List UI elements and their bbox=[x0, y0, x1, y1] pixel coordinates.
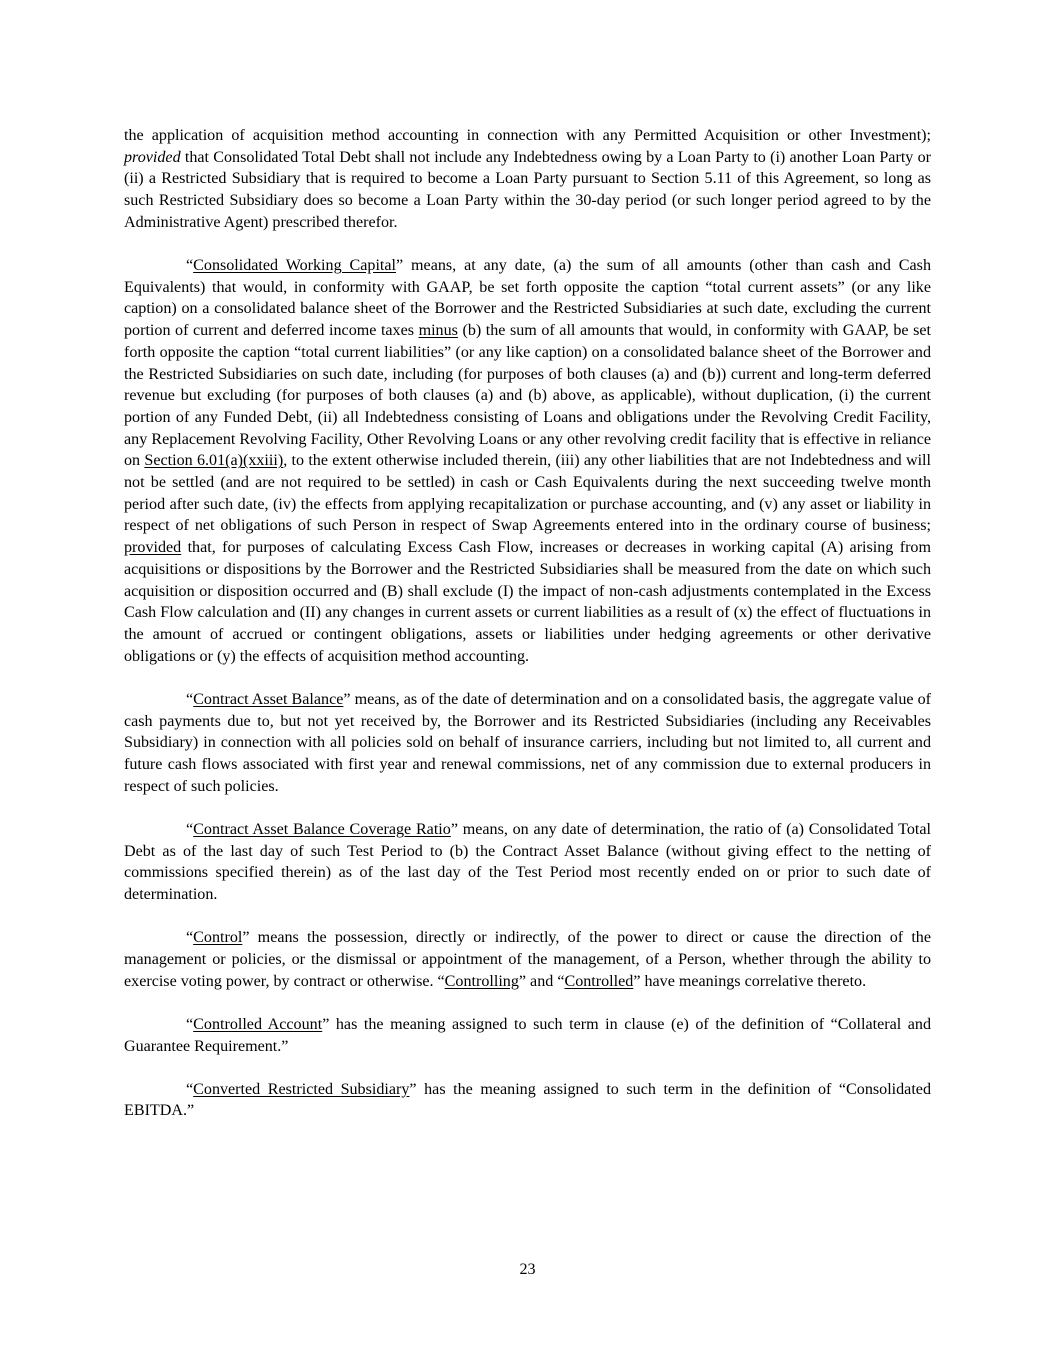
provided-underlined: provided bbox=[124, 539, 182, 557]
paragraph-consolidated-total-debt-continuation: the application of acquisition method accounting in connection with any Permitted Acquisition or other Investment); provided that Consolidated Total Debt shall not include any Indebtedness owing by a Loan Party to (i) another Loan Party or (ii) a Restricted Subsidiary that is required to become a Loan Party pursuant to Section 5.11 of this Agreement, so long as such Restricted Subsidiary does so become a Loan Party within the 30-day period (or such longer period agreed to by the Administrative Agent) prescribed therefor. bbox=[124, 127, 931, 231]
defined-term: Contract Asset Balance bbox=[193, 690, 344, 708]
definition-contract-asset-balance-coverage-ratio: “Contract Asset Balance Coverage Ratio” means, on any date of determination, the ratio of (a) Consolidated Total Debt as of the last day of such Test Period to (b) the Contract Asset Balance (without giving effect to the netting of commissions specified therein) as of the last day of the Test Period most recently ended on or prior to such date of determination. bbox=[124, 820, 931, 903]
definition-consolidated-working-capital: “Consolidated Working Capital” means, at any date, (a) the sum of all amounts (other than cash and Cash Equivalents) that would, in conformity with GAAP, be set forth opposite the caption “total current assets” (or any like caption) on a consolidated balance sheet of the Borrower and the Restricted Subsidiaries at such date, excluding the current portion of current and deferred income taxes minus (b) the sum of all amounts that would, in conformity with GAAP, be set forth opposite the caption “total current liabilities” (or any like caption) on a consolidated balance sheet of the Borrower and the Restricted Subsidiaries on such date, including (for purposes of both clauses (a) and (b)) current and long-term deferred revenue but excluding (for purposes of both clauses (a) and (b) above, as applicable), without duplication, (i) the current portion of any Funded Debt, (ii) all Indebtedness consisting of Loans and obligations under the Revolving Credit Facility, any Replacement Revolving Facility, Other Revolving Loans or any other revolving credit facility that is effective in reliance on Section 6.01(a)(xxiii), to the extent otherwise included therein, (iii) any other liabilities that are not Indebtedness and will not be settled (and are not required to be settled) in cash or Cash Equivalents during the next succeeding twelve month period after such date, (iv) the effects from applying recapitalization or purchase accounting, and (v) any asset or liability in respect of net obligations of such Person in respect of Swap Agreements entered into in the ordinary course of business; provided that, for purposes of calculating Excess Cash Flow, increases or decreases in working capital (A) arising from acquisitions or dispositions by the Borrower and the Restricted Subsidiaries shall be measured from the date on which such acquisition or disposition occurred and (B) shall exclude (I) the impact of non-cash adjustments contemplated in the Excess Cash Flow calculation and (II) any changes in current assets or current liabilities as a result of (x) the effect of fluctuations in the amount of accrued or contingent obligations, assets or liabilities under hedging agreements or other derivative obligations or (y) the effects of acquisition method accounting. bbox=[124, 257, 932, 665]
defined-term-controlled: Controlled bbox=[564, 972, 634, 990]
document-body bbox=[124, 125, 931, 1144]
minus-underlined: minus bbox=[418, 322, 458, 340]
provided-italic: provided bbox=[124, 148, 181, 166]
defined-term-controlling: Controlling bbox=[444, 972, 519, 990]
defined-term: Controlled Account bbox=[193, 1015, 323, 1033]
defined-term: Consolidated Working Capital bbox=[193, 257, 396, 275]
defined-term: Control bbox=[193, 929, 243, 947]
page-number: 23 bbox=[519, 1261, 536, 1278]
definition-contract-asset-balance: “Contract Asset Balance” means, as of the date of determination and on a consolidated basis, the aggregate value of cash payments due to, but not yet received by, the Borrower and its Restricted Subsidiaries (including any Receivables Subsidiary) in connection with all policies sold on behalf of insurance carriers, including but not limited to, all current and future cash flows associated with first year and renewal commissions, net of any commission due to external producers in respect of such policies. bbox=[124, 690, 931, 795]
defined-term: Contract Asset Balance Coverage Ratio bbox=[193, 820, 451, 838]
defined-term: Converted Restricted Subsidiary bbox=[193, 1080, 410, 1098]
definition-controlled-account: “Controlled Account” has the meaning assigned to such term in clause (e) of the definition of “Collateral and Guarantee Requirement.” bbox=[124, 1015, 932, 1055]
section-reference: Section 6.01(a)(xxiii) bbox=[144, 452, 284, 470]
definition-converted-restricted-subsidiary: “Converted Restricted Subsidiary” has the meaning assigned to such term in the definition of “Consolidated EBITDA.” bbox=[124, 1080, 931, 1120]
definition-control: “Control” means the possession, directly or indirectly, of the power to direct or cause the direction of the management or policies, or the dismissal or appointment of the management, of a Person, whether through the ability to exercise voting power, by contract or otherwise. “Controlling” and “Controlled” have meanings correlative thereto. bbox=[124, 929, 931, 990]
